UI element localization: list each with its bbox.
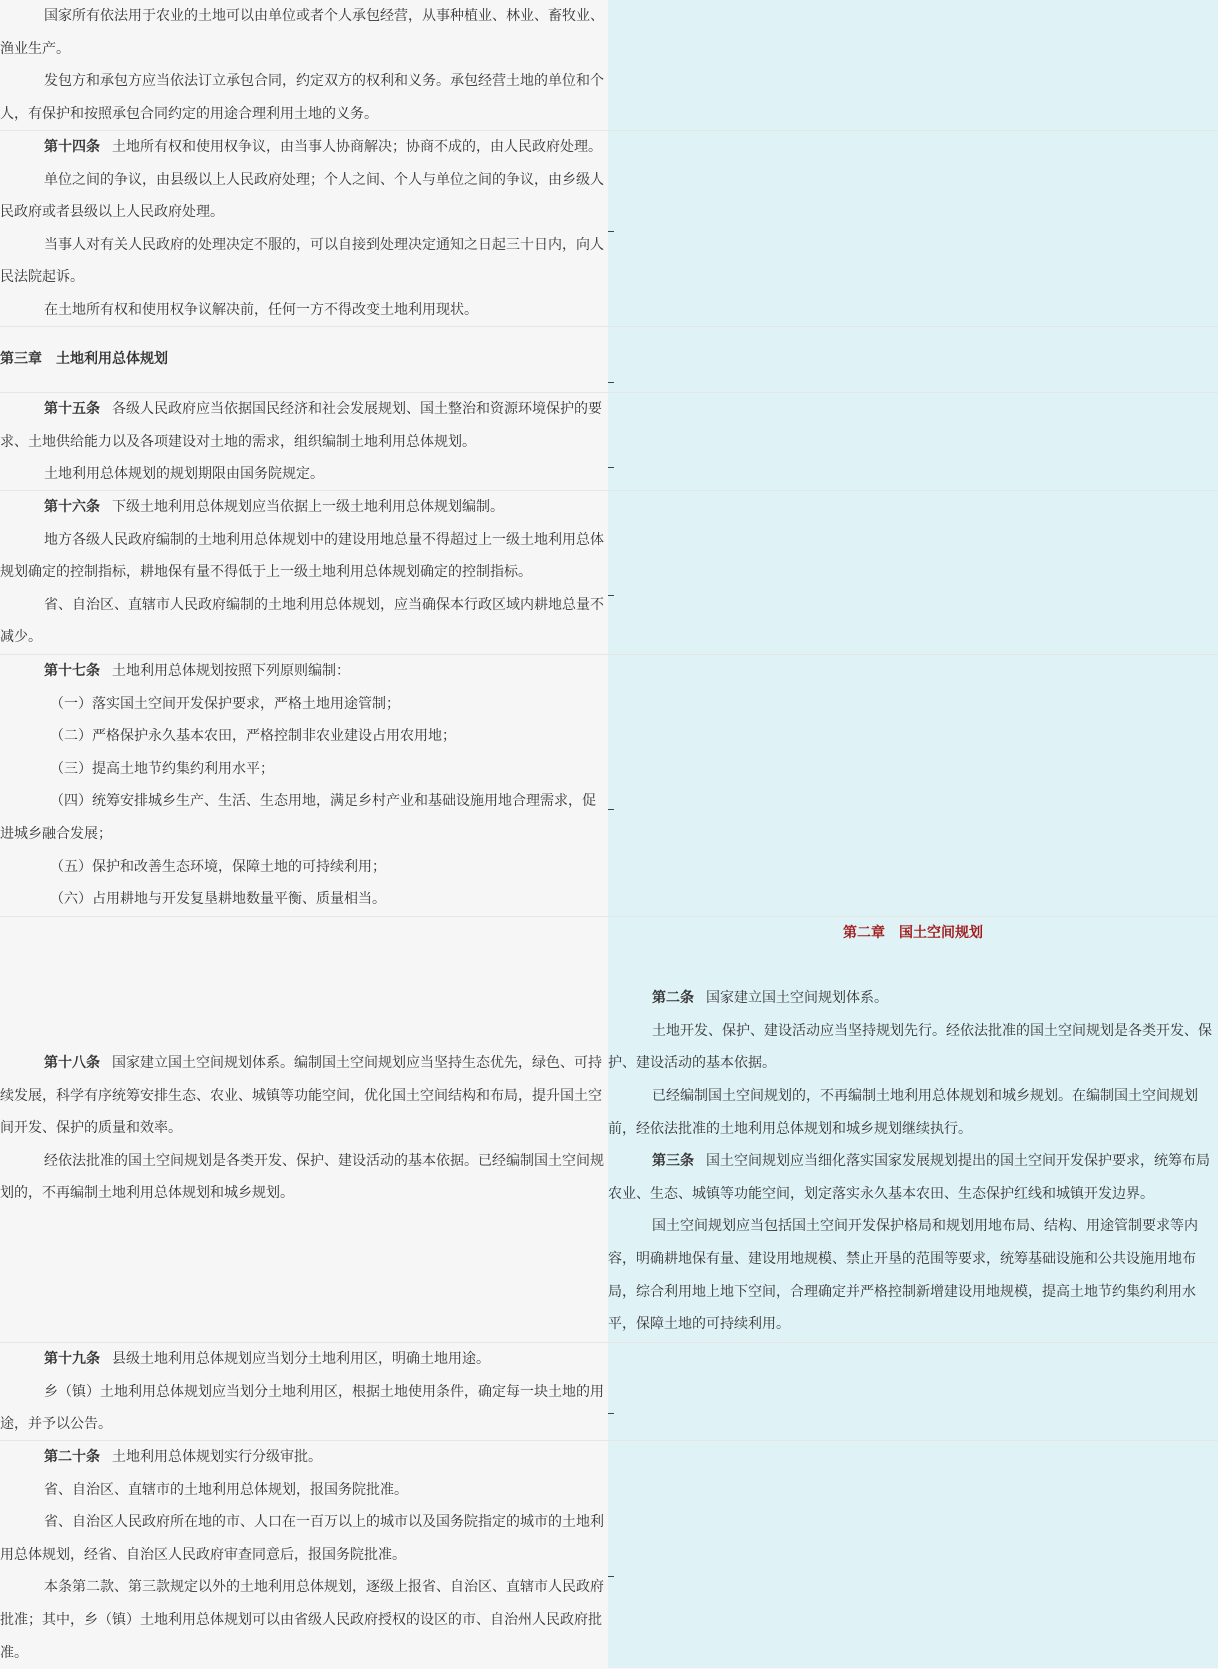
left-column — [0, 393, 608, 490]
right-column — [608, 917, 1218, 1342]
paragraph: 本条第二款、第三款规定以外的土地利用总体规划，逐级上报省、自治区、直辖市人民政府批准；其中，乡（镇）土地利用总体规划可以由省级人民政府授权的设区的市、自治州人民政府批准。 — [0, 1579, 604, 1661]
article-number: 第十四条 — [44, 139, 100, 155]
paragraph: 乡（镇）土地利用总体规划应当划分土地利用区，根据土地使用条件，确定每一块土地的用途，并予以公告。 — [0, 1383, 604, 1433]
right-column — [608, 491, 1218, 654]
row-marker — [608, 595, 614, 596]
right-column — [608, 327, 1218, 392]
comparison-row — [0, 1343, 1218, 1441]
article-paragraph: 第三条 国土空间规划应当细化落实国家发展规划提出的国土空间开发保护要求，统筹布局农业、生态、城镇等功能空间，划定落实永久基本农田、生态保护红线和城镇开发边界。 — [608, 1153, 1210, 1202]
comparison-row — [0, 0, 1218, 131]
row-marker — [608, 231, 614, 232]
paragraph: 国土空间规划应当包括国土空间开发保护格局和规划用地布局、结构、用途管制要求等内容，明确耕地保有量、建设用地规模、禁止开垦的范围等要求，统筹基础设施和公共设施用地布局，综合利用地上地下空间，合理确定并严格控制新增建设用地规模，提高土地节约集约利用水平，保障土地的可持续利用。 — [608, 1218, 1198, 1333]
comparison-row — [0, 655, 1218, 917]
article-paragraph: 第十六条 下级土地利用总体规划应当依据上一级土地利用总体规划编制。 — [44, 499, 504, 515]
article-number: 第十五条 — [44, 401, 100, 417]
paragraph: 当事人对有关人民政府的处理决定不服的，可以自接到处理决定通知之日起三十日内，向人民法院起诉。 — [0, 236, 604, 286]
list-item: （三）提高土地节约集约利用水平； — [50, 760, 274, 777]
list-item: （一）落实国土空间开发保护要求，严格土地用途管制； — [50, 695, 400, 712]
article-paragraph: 第十八条 国家建立国土空间规划体系。编制国土空间规划应当坚持生态优先，绿色、可持续发展，科学有序统筹安排生态、农业、城镇等功能空间，优化国土空间结构和布局，提升国土空间开发、保护的质量和效率。 — [0, 1055, 602, 1137]
article-number: 第三条 — [652, 1153, 694, 1170]
comparison-row — [0, 393, 1218, 491]
list-item: （五）保护和改善生态环境，保障土地的可持续利用； — [50, 858, 386, 875]
comparison-row — [0, 1441, 1218, 1668]
row-marker — [608, 809, 614, 810]
paragraph: 已经编制国土空间规划的，不再编制土地利用总体规划和城乡规划。在编制国土空间规划前，经依法批准的土地利用总体规划和城乡规划继续执行。 — [608, 1087, 1198, 1137]
article-paragraph: 第二条 国家建立国土空间规划体系。 — [652, 990, 888, 1007]
left-column — [0, 1343, 608, 1440]
article-number: 第二条 — [652, 990, 694, 1007]
article-paragraph: 第十九条 县级土地利用总体规划应当划分土地利用区，明确土地用途。 — [44, 1351, 490, 1367]
paragraph: 土地利用总体规划的规划期限由国务院规定。 — [44, 466, 324, 483]
comparison-row — [0, 917, 1218, 1343]
article-number: 第十六条 — [44, 499, 100, 515]
left-column — [0, 131, 608, 326]
article-paragraph: 第二十条 土地利用总体规划实行分级审批。 — [44, 1449, 322, 1465]
article-number: 第二十条 — [44, 1449, 100, 1465]
right-column — [608, 0, 1218, 130]
article-number: 第十八条 — [44, 1055, 100, 1071]
list-item: （四）统筹安排城乡生产、生活、生态用地，满足乡村产业和基础设施用地合理需求，促进城乡融合发展； — [0, 793, 596, 842]
paragraph: 土地开发、保护、建设活动应当坚持规划先行。经依法批准的国土空间规划是各类开发、保护、建设活动的基本依据。 — [608, 1022, 1212, 1072]
paragraph: 地方各级人民政府编制的土地利用总体规划中的建设用地总量不得超过上一级土地利用总体规划确定的控制指标，耕地保有量不得低于上一级土地利用总体规划确定的控制指标。 — [0, 531, 604, 581]
left-column — [0, 1441, 608, 1668]
right-column — [608, 655, 1218, 916]
article-paragraph: 第十四条 土地所有权和使用权争议，由当事人协商解决；协商不成的，由人民政府处理。 — [44, 139, 602, 155]
article-paragraph: 第十五条 各级人民政府应当依据国民经济和社会发展规划、国土整治和资源环境保护的要求、土地供给能力以及各项建设对土地的需求，组织编制土地利用总体规划。 — [0, 401, 602, 450]
article-paragraph: 第十七条 土地利用总体规划按照下列原则编制： — [44, 663, 350, 679]
row-marker — [608, 1413, 614, 1414]
paragraph: 省、自治区人民政府所在地的市、人口在一百万以上的城市以及国务院指定的城市的土地利用总体规划，经省、自治区人民政府审查同意后，报国务院批准。 — [0, 1514, 604, 1563]
right-column — [608, 1441, 1218, 1668]
comparison-row — [0, 491, 1218, 655]
left-column — [0, 491, 608, 654]
paragraph: 国家所有依法用于农业的土地可以由单位或者个人承包经营，从事种植业、林业、畜牧业、渔业生产。 — [0, 8, 604, 57]
row-marker — [608, 382, 614, 383]
left-column — [0, 655, 608, 916]
comparison-row — [0, 327, 1218, 393]
left-column — [0, 917, 608, 1342]
paragraph: 省、自治区、直辖市的土地利用总体规划，报国务院批准。 — [44, 1481, 408, 1498]
comparison-row — [0, 131, 1218, 327]
paragraph: 经依法批准的国土空间规划是各类开发、保护、建设活动的基本依据。已经编制国土空间规划的，不再编制土地利用总体规划和城乡规划。 — [0, 1152, 604, 1202]
left-column — [0, 327, 608, 392]
list-item: （六）占用耕地与开发复垦耕地数量平衡、质量相当。 — [50, 891, 386, 908]
right-column — [608, 1343, 1218, 1440]
row-marker — [608, 467, 614, 468]
article-number: 第十九条 — [44, 1351, 100, 1367]
left-column — [0, 0, 608, 130]
list-item: （二）严格保护永久基本农田，严格控制非农业建设占用农用地； — [50, 728, 456, 745]
chapter-heading: 第三章 土地利用总体规划 — [0, 351, 168, 367]
article-number: 第十七条 — [44, 663, 100, 679]
paragraph: 省、自治区、直辖市人民政府编制的土地利用总体规划，应当确保本行政区域内耕地总量不减少。 — [0, 596, 604, 646]
right-column — [608, 393, 1218, 490]
paragraph: 在土地所有权和使用权争议解决前，任何一方不得改变土地利用现状。 — [44, 301, 478, 318]
row-marker — [608, 1576, 614, 1577]
paragraph: 单位之间的争议，由县级以上人民政府处理；个人之间、个人与单位之间的争议，由乡级人民政府或者县级以上人民政府处理。 — [0, 171, 604, 221]
chapter-heading-new: 第二章 国土空间规划 — [843, 925, 983, 941]
paragraph: 发包方和承包方应当依法订立承包合同，约定双方的权利和义务。承包经营土地的单位和个人，有保护和按照承包合同约定的用途合理利用土地的义务。 — [0, 73, 604, 122]
right-column — [608, 131, 1218, 326]
